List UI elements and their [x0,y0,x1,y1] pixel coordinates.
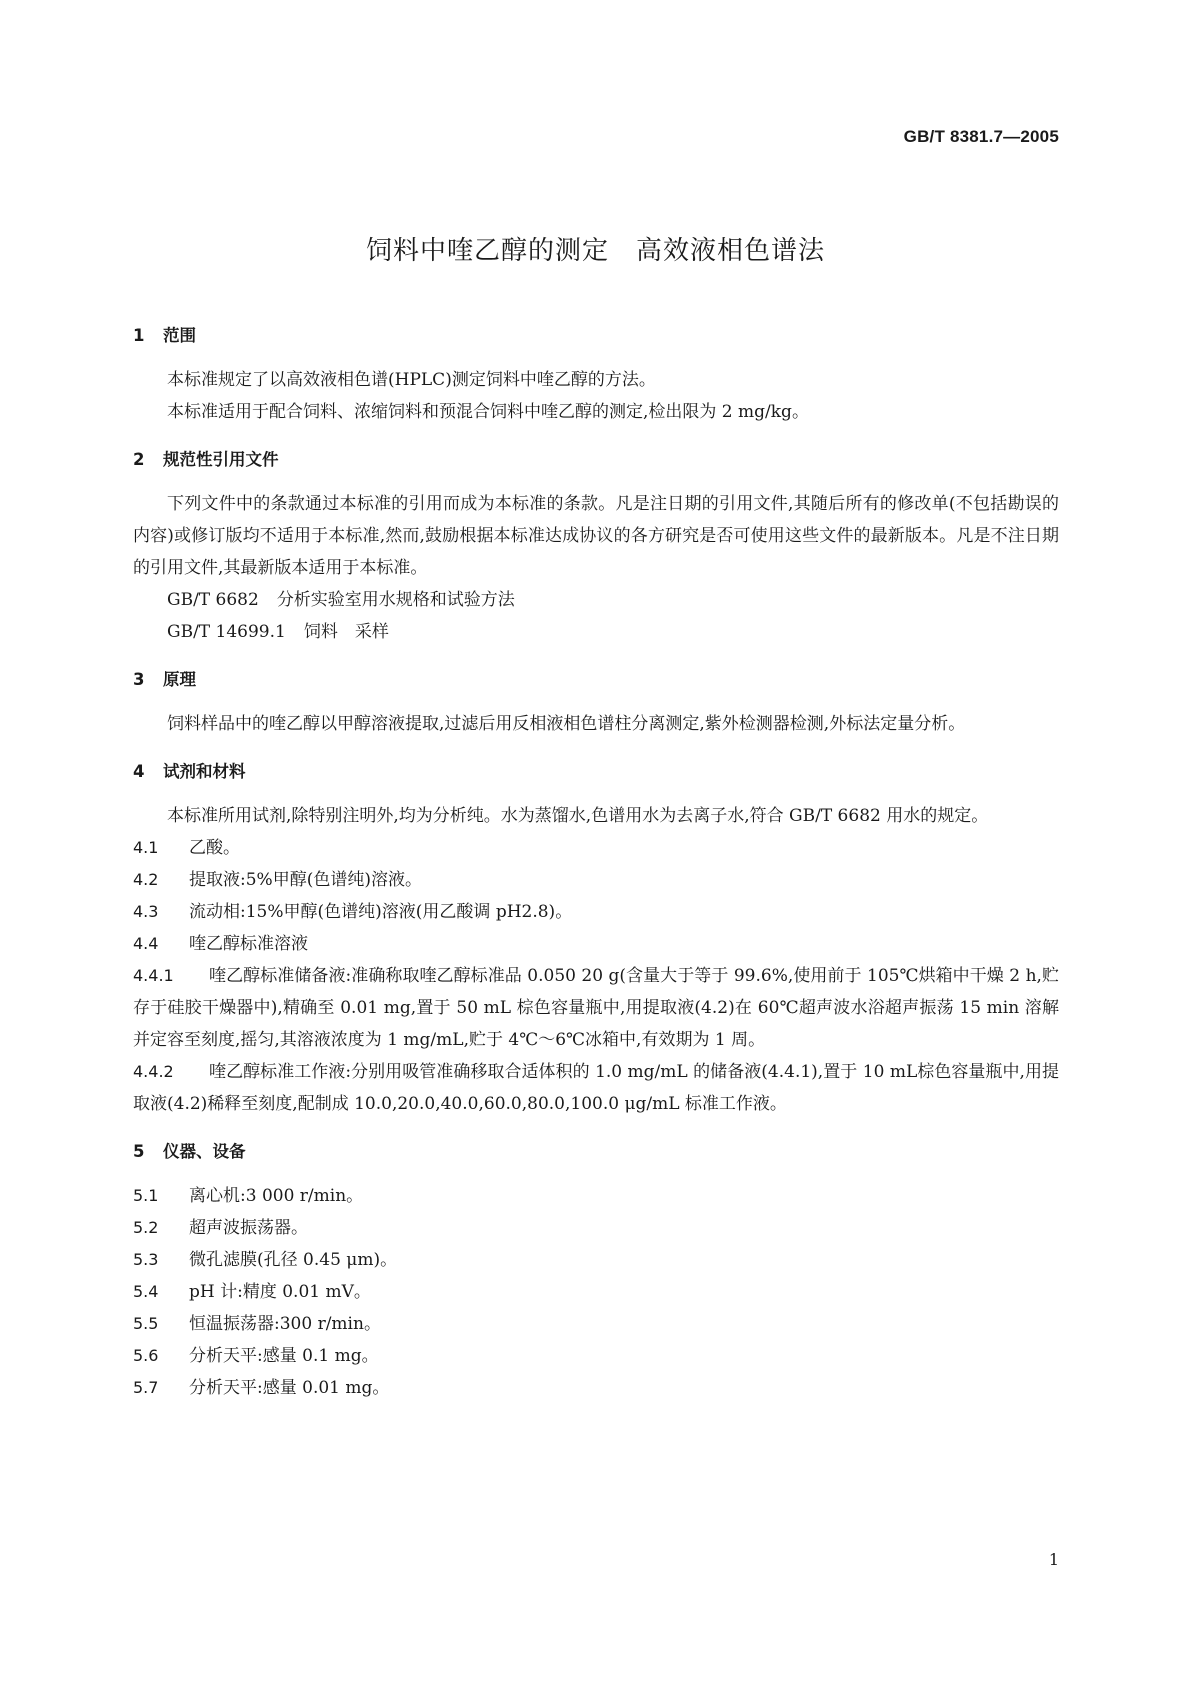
paragraph: 本标准所用试剂,除特别注明外,均为分析纯。水为蒸馏水,色谱用水为去离子水,符合 GB/T 6682 用水的规定。 [167,806,989,826]
clause-text: pH 计:精度 0.01 mV。 [189,1282,371,1302]
section-heading-scope [133,322,1059,350]
section-number: 3 [133,670,145,689]
page-number: 1 [1048,1550,1059,1569]
section-title: 试剂和材料 [163,762,246,781]
clause-number: 4.4 [133,934,159,953]
section-heading-apparatus [133,1138,1059,1166]
section-number: 1 [133,326,145,345]
clause-text: 喹乙醇标准工作液:分别用吸管准确移取合适体积的 1.0 mg/mL 的储备液(4.4.1),置于 10 mL棕色容量瓶中,用提取液(4.2)稀释至刻度,配制成 10.0,20.0,40.0,60.0,80.0,100.0 μg/mL 标准工作液。 [133,1062,1059,1114]
clause-number: 5.5 [133,1314,159,1333]
paragraph: 本标准适用于配合饲料、浓缩饲料和预混合饲料中喹乙醇的测定,检出限为 2 mg/kg。 [167,402,809,422]
clause-item [133,864,1059,896]
clause-text: 分析天平:感量 0.1 mg。 [189,1346,379,1366]
clause-item [133,1276,1059,1308]
clause-number: 5.1 [133,1186,159,1205]
standard-number: GB/T 8381.7—2005 [903,127,1059,146]
clause-number: 5.7 [133,1378,159,1397]
section-number: 2 [133,450,145,469]
clause-item [133,1180,1059,1212]
section-title: 原理 [163,670,196,689]
section-title: 范围 [163,326,196,345]
clause-item [133,960,1059,1056]
paragraph: 下列文件中的条款通过本标准的引用而成为本标准的条款。凡是注日期的引用文件,其随后所有的修改单(不包括勘误的内容)或修订版均不适用于本标准,然而,鼓励根据本标准达成协议的各方研究是否可使用这些文件的最新版本。凡是不注日期的引用文件,其最新版本适用于本标准。 [133,494,1059,578]
section-heading-normative-references [133,446,1059,474]
reference-code: GB/T 14699.1 [167,622,286,642]
clause-text: 超声波振荡器。 [189,1218,308,1238]
clause-number: 4.3 [133,902,159,921]
clause-text: 提取液:5%甲醇(色谱纯)溶液。 [189,870,422,890]
clause-item [133,1340,1059,1372]
clause-item [133,896,1059,928]
clause-number: 5.2 [133,1218,159,1237]
clause-item [133,1244,1059,1276]
section-title: 仪器、设备 [163,1142,246,1161]
clause-text: 流动相:15%甲醇(色谱纯)溶液(用乙酸调 pH2.8)。 [189,902,573,922]
section-title: 规范性引用文件 [163,450,279,469]
reference-title: 饲料 采样 [303,622,389,642]
clause-item [133,928,1059,960]
paragraph: 本标准规定了以高效液相色谱(HPLC)测定饲料中喹乙醇的方法。 [167,370,656,390]
clause-number: 4.4.2 [133,1062,174,1081]
document-title: 饲料中喹乙醇的测定 高效液相色谱法 [365,236,825,266]
reference-item [133,584,1059,616]
clause-number: 5.6 [133,1346,159,1365]
clause-text: 喹乙醇标准溶液 [189,934,308,954]
clause-text: 喹乙醇标准储备液:准确称取喹乙醇标准品 0.050 20 g(含量大于等于 99.6%,使用前于 105℃烘箱中干燥 2 h,贮存于硅胶干燥器中),精确至 0.01 mg,置于 50 mL 棕色容量瓶中,用提取液(4.2)在 60℃超声波水浴超声振荡 15 min 溶解并定容至刻度,摇匀,其溶液浓度为 1 mg/mL,贮于 4℃～6℃冰箱中,有效期为 1 周。 [133,966,1059,1050]
clause-text: 微孔滤膜(孔径 0.45 μm)。 [189,1250,398,1270]
reference-title: 分析实验室用水规格和试验方法 [276,590,515,610]
clause-item [133,1212,1059,1244]
section-heading-principle [133,666,1059,694]
clause-item [133,1372,1059,1404]
reference-code: GB/T 6682 [167,590,259,610]
clause-number: 4.1 [133,838,159,857]
clause-item [133,832,1059,864]
paragraph: 饲料样品中的喹乙醇以甲醇溶液提取,过滤后用反相液相色谱柱分离测定,紫外检测器检测,外标法定量分析。 [167,714,966,734]
clause-number: 4.2 [133,870,159,889]
reference-item [133,616,1059,648]
section-number: 5 [133,1142,145,1161]
document-body [133,322,1059,1404]
section-heading-reagents [133,758,1059,786]
clause-number: 5.3 [133,1250,159,1269]
clause-number: 5.4 [133,1282,159,1301]
clause-text: 分析天平:感量 0.01 mg。 [189,1378,390,1398]
clause-text: 恒温振荡器:300 r/min。 [189,1314,381,1334]
section-number: 4 [133,762,145,781]
clause-item [133,1056,1059,1120]
clause-text: 乙酸。 [189,838,240,858]
clause-item [133,1308,1059,1340]
clause-text: 离心机:3 000 r/min。 [189,1186,364,1206]
clause-number: 4.4.1 [133,966,174,985]
